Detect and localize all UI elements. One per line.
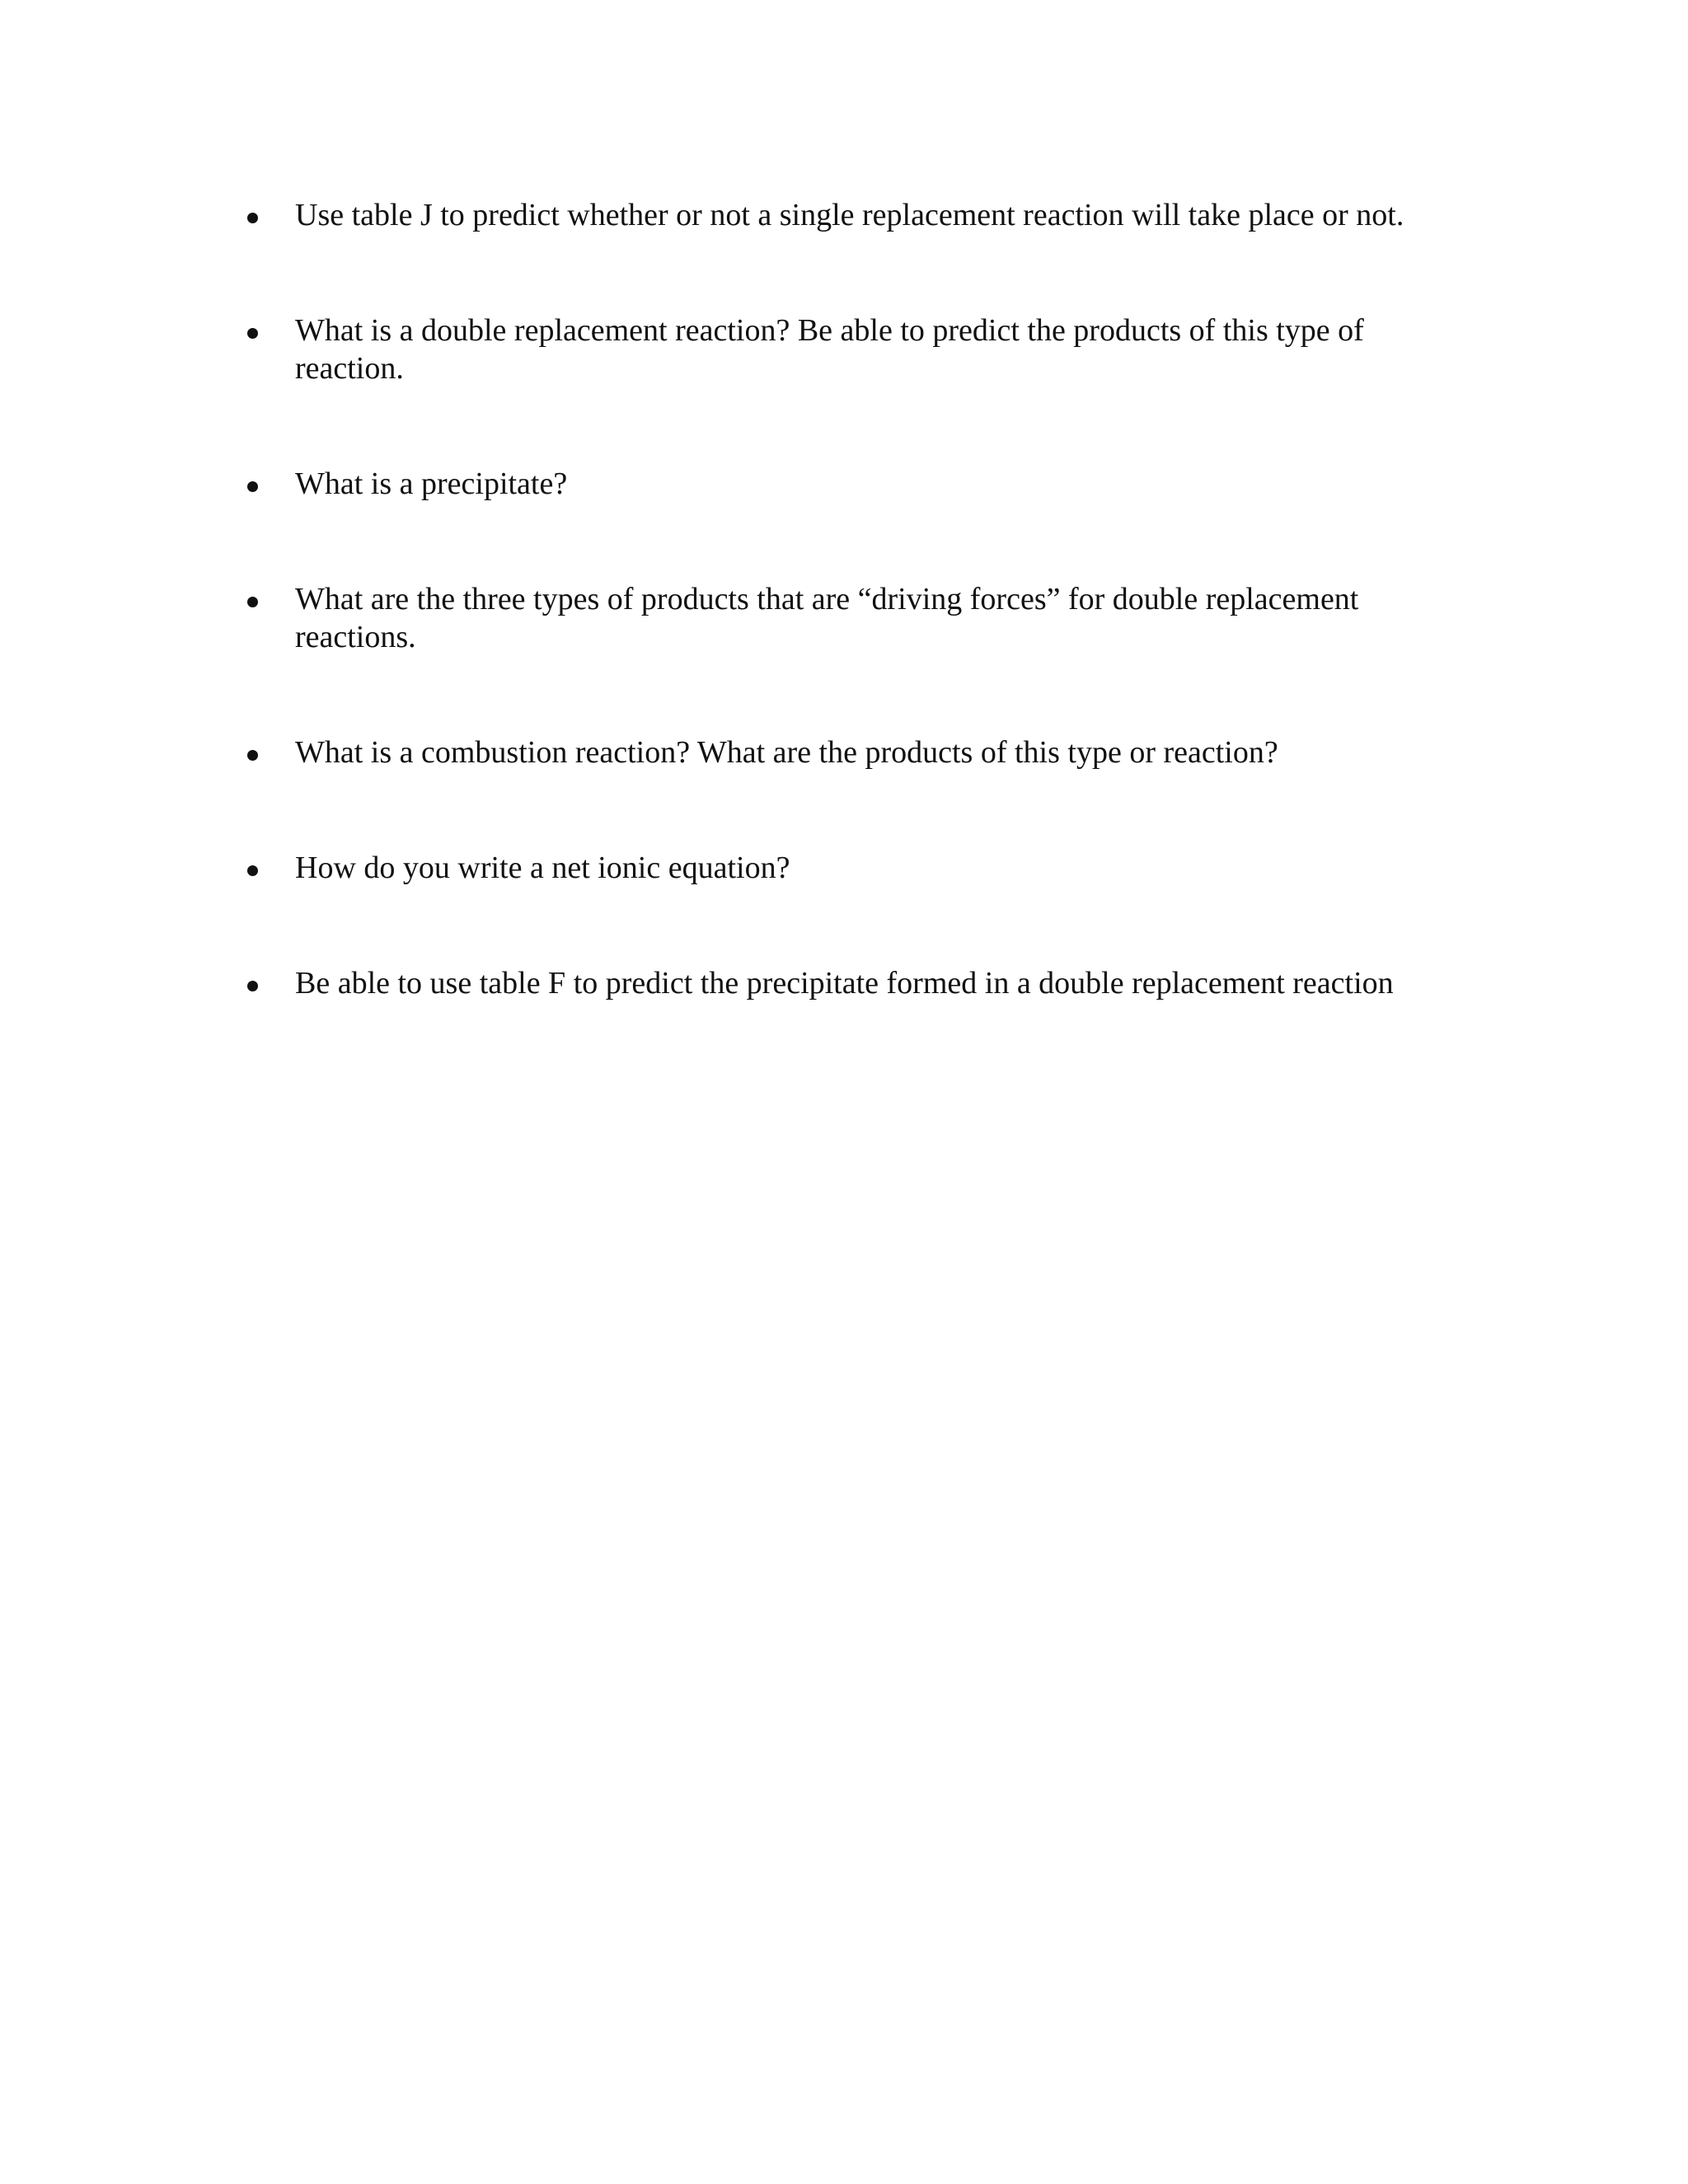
list-item (239, 849, 1442, 887)
bullet-icon (247, 481, 258, 492)
review-bullet-list (239, 196, 1442, 1080)
list-item (239, 312, 1442, 387)
bullet-icon (247, 750, 258, 761)
list-item-text: What is a combustion reaction? What are the products of this type or reaction? (295, 735, 1278, 770)
list-item-text: What is a double replacement reaction? Be able to predict the products of this type of reaction. (295, 313, 1364, 386)
bullet-icon (247, 981, 258, 991)
list-item-text: Be able to use table F to predict the precipitate formed in a double replacement reaction (295, 966, 1394, 1001)
bullet-icon (247, 865, 258, 876)
list-item (239, 196, 1442, 234)
list-item-text: How do you write a net ionic equation? (295, 851, 790, 885)
list-item-text: Use table J to predict whether or not a single replacement reaction will take place or not. (295, 198, 1404, 232)
list-item (239, 733, 1442, 771)
bullet-icon (247, 597, 258, 607)
bullet-icon (247, 328, 258, 339)
list-item-text: What are the three types of products that are “driving forces” for double replacement reactions. (295, 582, 1359, 654)
bullet-icon (247, 213, 258, 223)
list-item (239, 465, 1442, 503)
list-item (239, 580, 1442, 656)
list-item-text: What is a precipitate? (295, 466, 568, 501)
list-item (239, 964, 1442, 1002)
